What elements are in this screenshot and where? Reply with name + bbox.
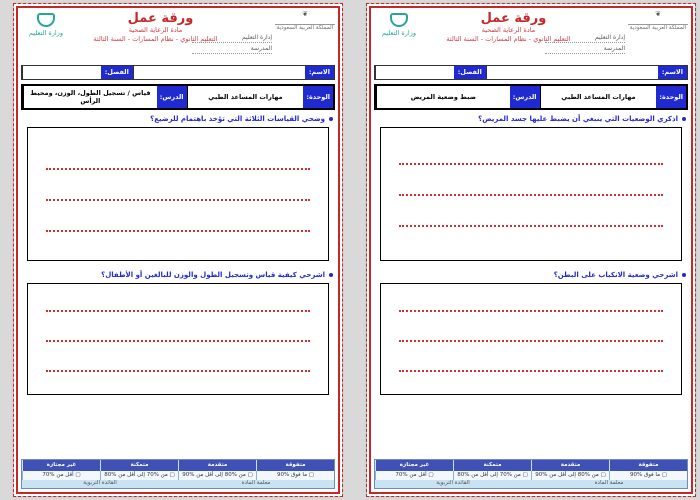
grade-criterion[interactable]: ▢ أقل من %70	[22, 471, 100, 480]
lesson-label: الدرس:	[157, 86, 187, 108]
worksheet-title: ورقة عمل	[480, 11, 547, 26]
name-label: الاسم:	[305, 66, 334, 79]
unit-label: الوحدة:	[303, 86, 333, 108]
grade-criterion[interactable]: ▢ ما فوق %90	[609, 471, 687, 480]
answer-line	[46, 168, 310, 170]
worksheet-page	[367, 4, 695, 496]
grade-label: غير مجتازة	[375, 460, 453, 471]
student-info-bar	[21, 65, 335, 80]
name-field[interactable]	[133, 66, 305, 79]
name-field[interactable]	[486, 66, 658, 79]
ministry-logo-icon	[390, 13, 408, 27]
worksheet-title: ورقة عمل	[127, 11, 194, 26]
kingdom-emblem: ❦ المملكة العربية السعودية	[276, 10, 334, 31]
grading-table	[374, 459, 688, 489]
admin-label: إدارة التعليم	[545, 34, 625, 43]
answer-line	[399, 225, 663, 227]
class-field[interactable]	[375, 66, 454, 79]
school-label: المدرسة	[545, 45, 625, 54]
answer-box-1[interactable]	[380, 127, 682, 261]
leader-signature: القائدة التربوية	[436, 480, 470, 486]
answer-line	[399, 310, 663, 312]
grade-label: متفوقة	[609, 460, 687, 471]
teacher-signature: معلمة المادة	[241, 480, 271, 486]
unit-lesson-bar	[21, 84, 335, 110]
answer-line	[46, 310, 310, 312]
answer-box-1[interactable]	[27, 127, 329, 261]
grade-criterion[interactable]: ▢ من %80 إلى أقل من %90	[531, 471, 609, 480]
kingdom-crest-icon: ❦	[628, 11, 688, 25]
lesson-value: قياس / تسجيل الطول، الوزن، ومحيط الرأس	[23, 86, 157, 108]
grade-criterion[interactable]: ▢ أقل من %70	[375, 471, 453, 480]
unit-value: مهارات المساعد الطبي	[187, 86, 304, 108]
leader-signature: القائدة التربوية	[83, 480, 117, 486]
worksheet-page	[14, 4, 342, 496]
teacher-signature: معلمة المادة	[594, 480, 624, 486]
question-1: اذكري الوضعيات التي ينبغي أن يضبط عليها جسد المريض؟	[374, 115, 688, 123]
answer-box-2[interactable]	[27, 283, 329, 395]
worksheet-header	[21, 11, 335, 61]
answer-line	[46, 199, 310, 201]
school-label: المدرسة	[192, 45, 272, 54]
class-label: الفصل:	[101, 66, 133, 79]
ministry-logo-icon	[37, 13, 55, 27]
question-2: اشرحي وضعية الانكباب على البطن؟	[374, 271, 688, 279]
kingdom-emblem: ❦ المملكة العربية السعودية	[629, 10, 687, 31]
unit-label: الوحدة:	[656, 86, 686, 108]
grade-criterion[interactable]: ▢ من %70 إلى أقل من %80	[453, 471, 531, 480]
subject-name: مادة الرعاية الصحية	[481, 26, 536, 34]
grade-criterion[interactable]: ▢ ما فوق %90	[256, 471, 334, 480]
subject-name: مادة الرعاية الصحية	[128, 26, 183, 34]
grade-label: غير مجتازة	[22, 460, 100, 471]
ministry-logo: وزارة التعليم	[374, 13, 424, 38]
program-name: التعليم الثانوي - نظام المسارات - السنة الثالثة	[446, 35, 571, 43]
name-label: الاسم:	[658, 66, 687, 79]
grade-label: متمكنة	[453, 460, 531, 471]
answer-line	[399, 340, 663, 342]
answer-line	[399, 194, 663, 196]
question-1: وضحي القياسات الثلاثة التي تؤخذ باهتمام للرضيع؟	[21, 115, 335, 123]
lesson-value: ضبط وضعية المريض	[376, 86, 510, 108]
answer-line	[46, 370, 310, 372]
class-field[interactable]	[22, 66, 101, 79]
grade-label: متقدمة	[531, 460, 609, 471]
answer-box-2[interactable]	[380, 283, 682, 395]
question-2: اشرحي كيفية قياس وتسجيل الطول والوزن للبالغين أو الأطفال؟	[21, 271, 335, 279]
admin-label: إدارة التعليم	[192, 34, 272, 43]
grade-label: متقدمة	[178, 460, 256, 471]
program-name: التعليم الثانوي - نظام المسارات - السنة الثالثة	[93, 35, 218, 43]
class-label: الفصل:	[454, 66, 486, 79]
answer-line	[46, 340, 310, 342]
unit-value: مهارات المساعد الطبي	[540, 86, 657, 108]
lesson-label: الدرس:	[510, 86, 540, 108]
grade-label: متمكنة	[100, 460, 178, 471]
grade-criterion[interactable]: ▢ من %70 إلى أقل من %80	[100, 471, 178, 480]
ministry-logo: وزارة التعليم	[21, 13, 71, 38]
kingdom-crest-icon: ❦	[275, 11, 335, 25]
answer-line	[399, 163, 663, 165]
answer-line	[46, 230, 310, 232]
unit-lesson-bar	[374, 84, 688, 110]
grade-label: متفوقة	[256, 460, 334, 471]
student-info-bar	[374, 65, 688, 80]
worksheet-header	[374, 11, 688, 61]
answer-line	[399, 370, 663, 372]
grading-table	[21, 459, 335, 489]
grade-criterion[interactable]: ▢ من %80 إلى أقل من %90	[178, 471, 256, 480]
